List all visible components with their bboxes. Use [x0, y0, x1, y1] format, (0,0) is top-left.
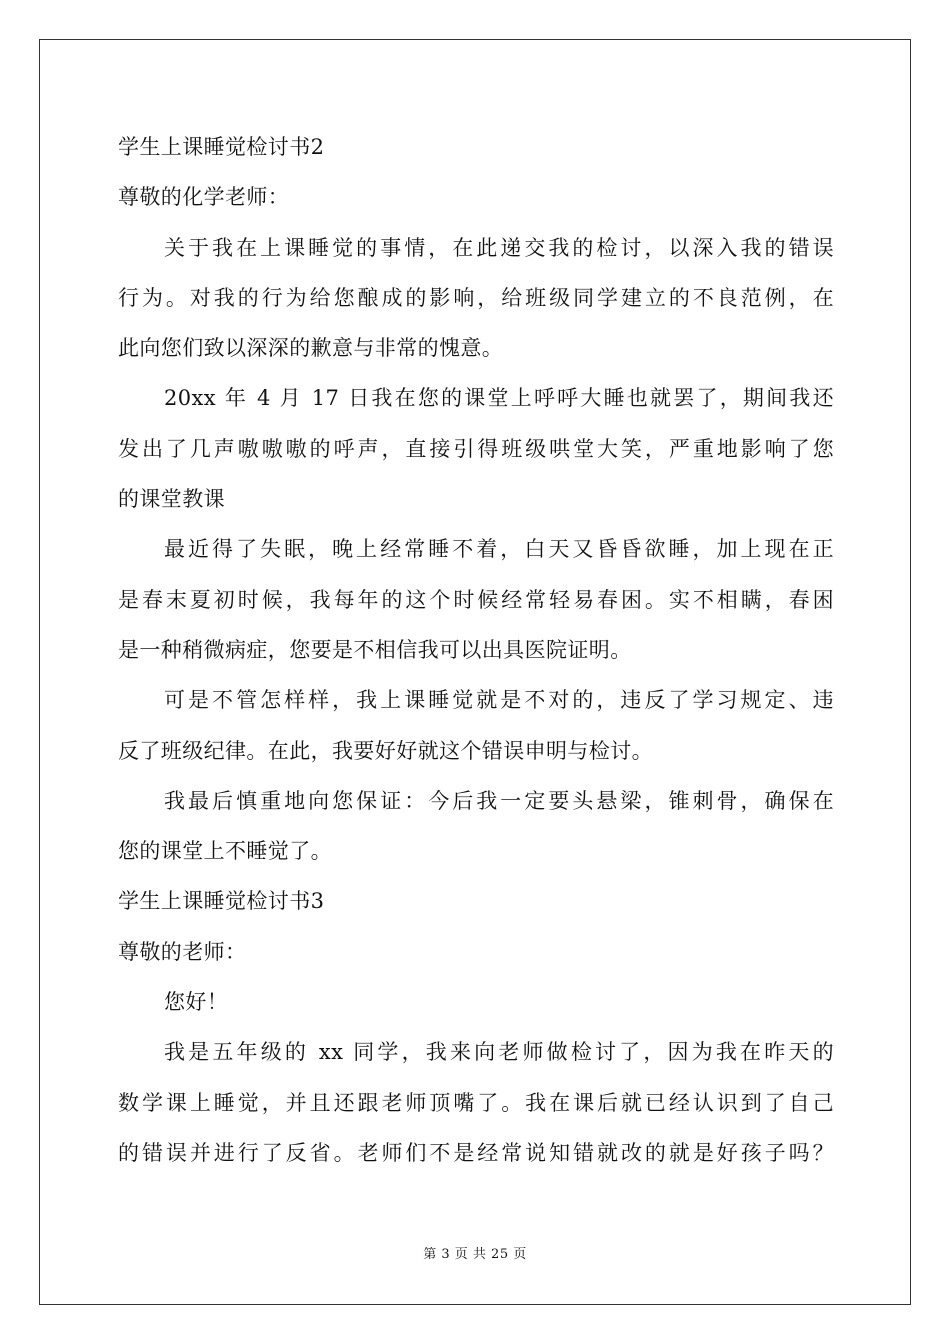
- text-line: 发出了几声嗷嗷嗷的呼声，直接引得班级哄堂大笑，严重地影响了您: [118, 436, 834, 461]
- text-line: 反了班级纪律。在此，我要好好就这个错误申明与检讨。: [118, 738, 653, 763]
- text-line: 是一种稍微病症，您要是不相信我可以出具医院证明。: [118, 637, 632, 662]
- text-line: 20xx 年 4 月 17 日我在您的课堂上呼呼大睡也就罢了，期间我还: [164, 386, 834, 411]
- text-line: 学生上课睡觉检讨书2: [118, 135, 325, 159]
- text-line: 可是不管怎样样，我上课睡觉就是不对的，违反了学习规定、违: [164, 688, 834, 713]
- text-line: 尊敬的老师：: [118, 939, 247, 964]
- text-line: 的课堂教课: [118, 487, 225, 512]
- text-line: 关于我在上课睡觉的事情，在此递交我的检讨，以深入我的错误: [164, 235, 834, 260]
- document-body: [118, 122, 834, 1178]
- text-line: 我最后慎重地向您保证：今后我一定要头悬梁，锥刺骨，确保在: [164, 788, 834, 813]
- text-line: 学生上课睡觉检讨书3: [118, 889, 325, 914]
- text-line: 数学课上睡觉，并且还跟老师顶嘴了。我在课后就已经认识到了自己: [118, 1090, 834, 1115]
- text-line: 是春末夏初时候，我每年的这个时候经常轻易春困。实不相瞒，春困: [118, 587, 834, 612]
- text-line: 您好！: [164, 990, 229, 1015]
- text-line: 我是五年级的 xx 同学，我来向老师做检讨了，因为我在昨天的: [164, 1040, 834, 1065]
- text-line: 的错误并进行了反省。老师们不是经常说知错就改的就是好孩子吗？: [118, 1140, 834, 1165]
- text-line: 尊敬的化学老师：: [118, 185, 290, 210]
- text-line: 此向您们致以深深的歉意与非常的愧意。: [118, 336, 504, 361]
- page-footer: 第 3 页 共 25 页: [423, 1247, 527, 1262]
- text-line: 行为。对我的行为给您酿成的影响，给班级同学建立的不良范例，在: [118, 285, 834, 310]
- text-line: 您的课堂上不睡觉了。: [118, 839, 332, 864]
- text-line: 最近得了失眠，晚上经常睡不着，白天又昏昏欲睡，加上现在正: [164, 537, 834, 562]
